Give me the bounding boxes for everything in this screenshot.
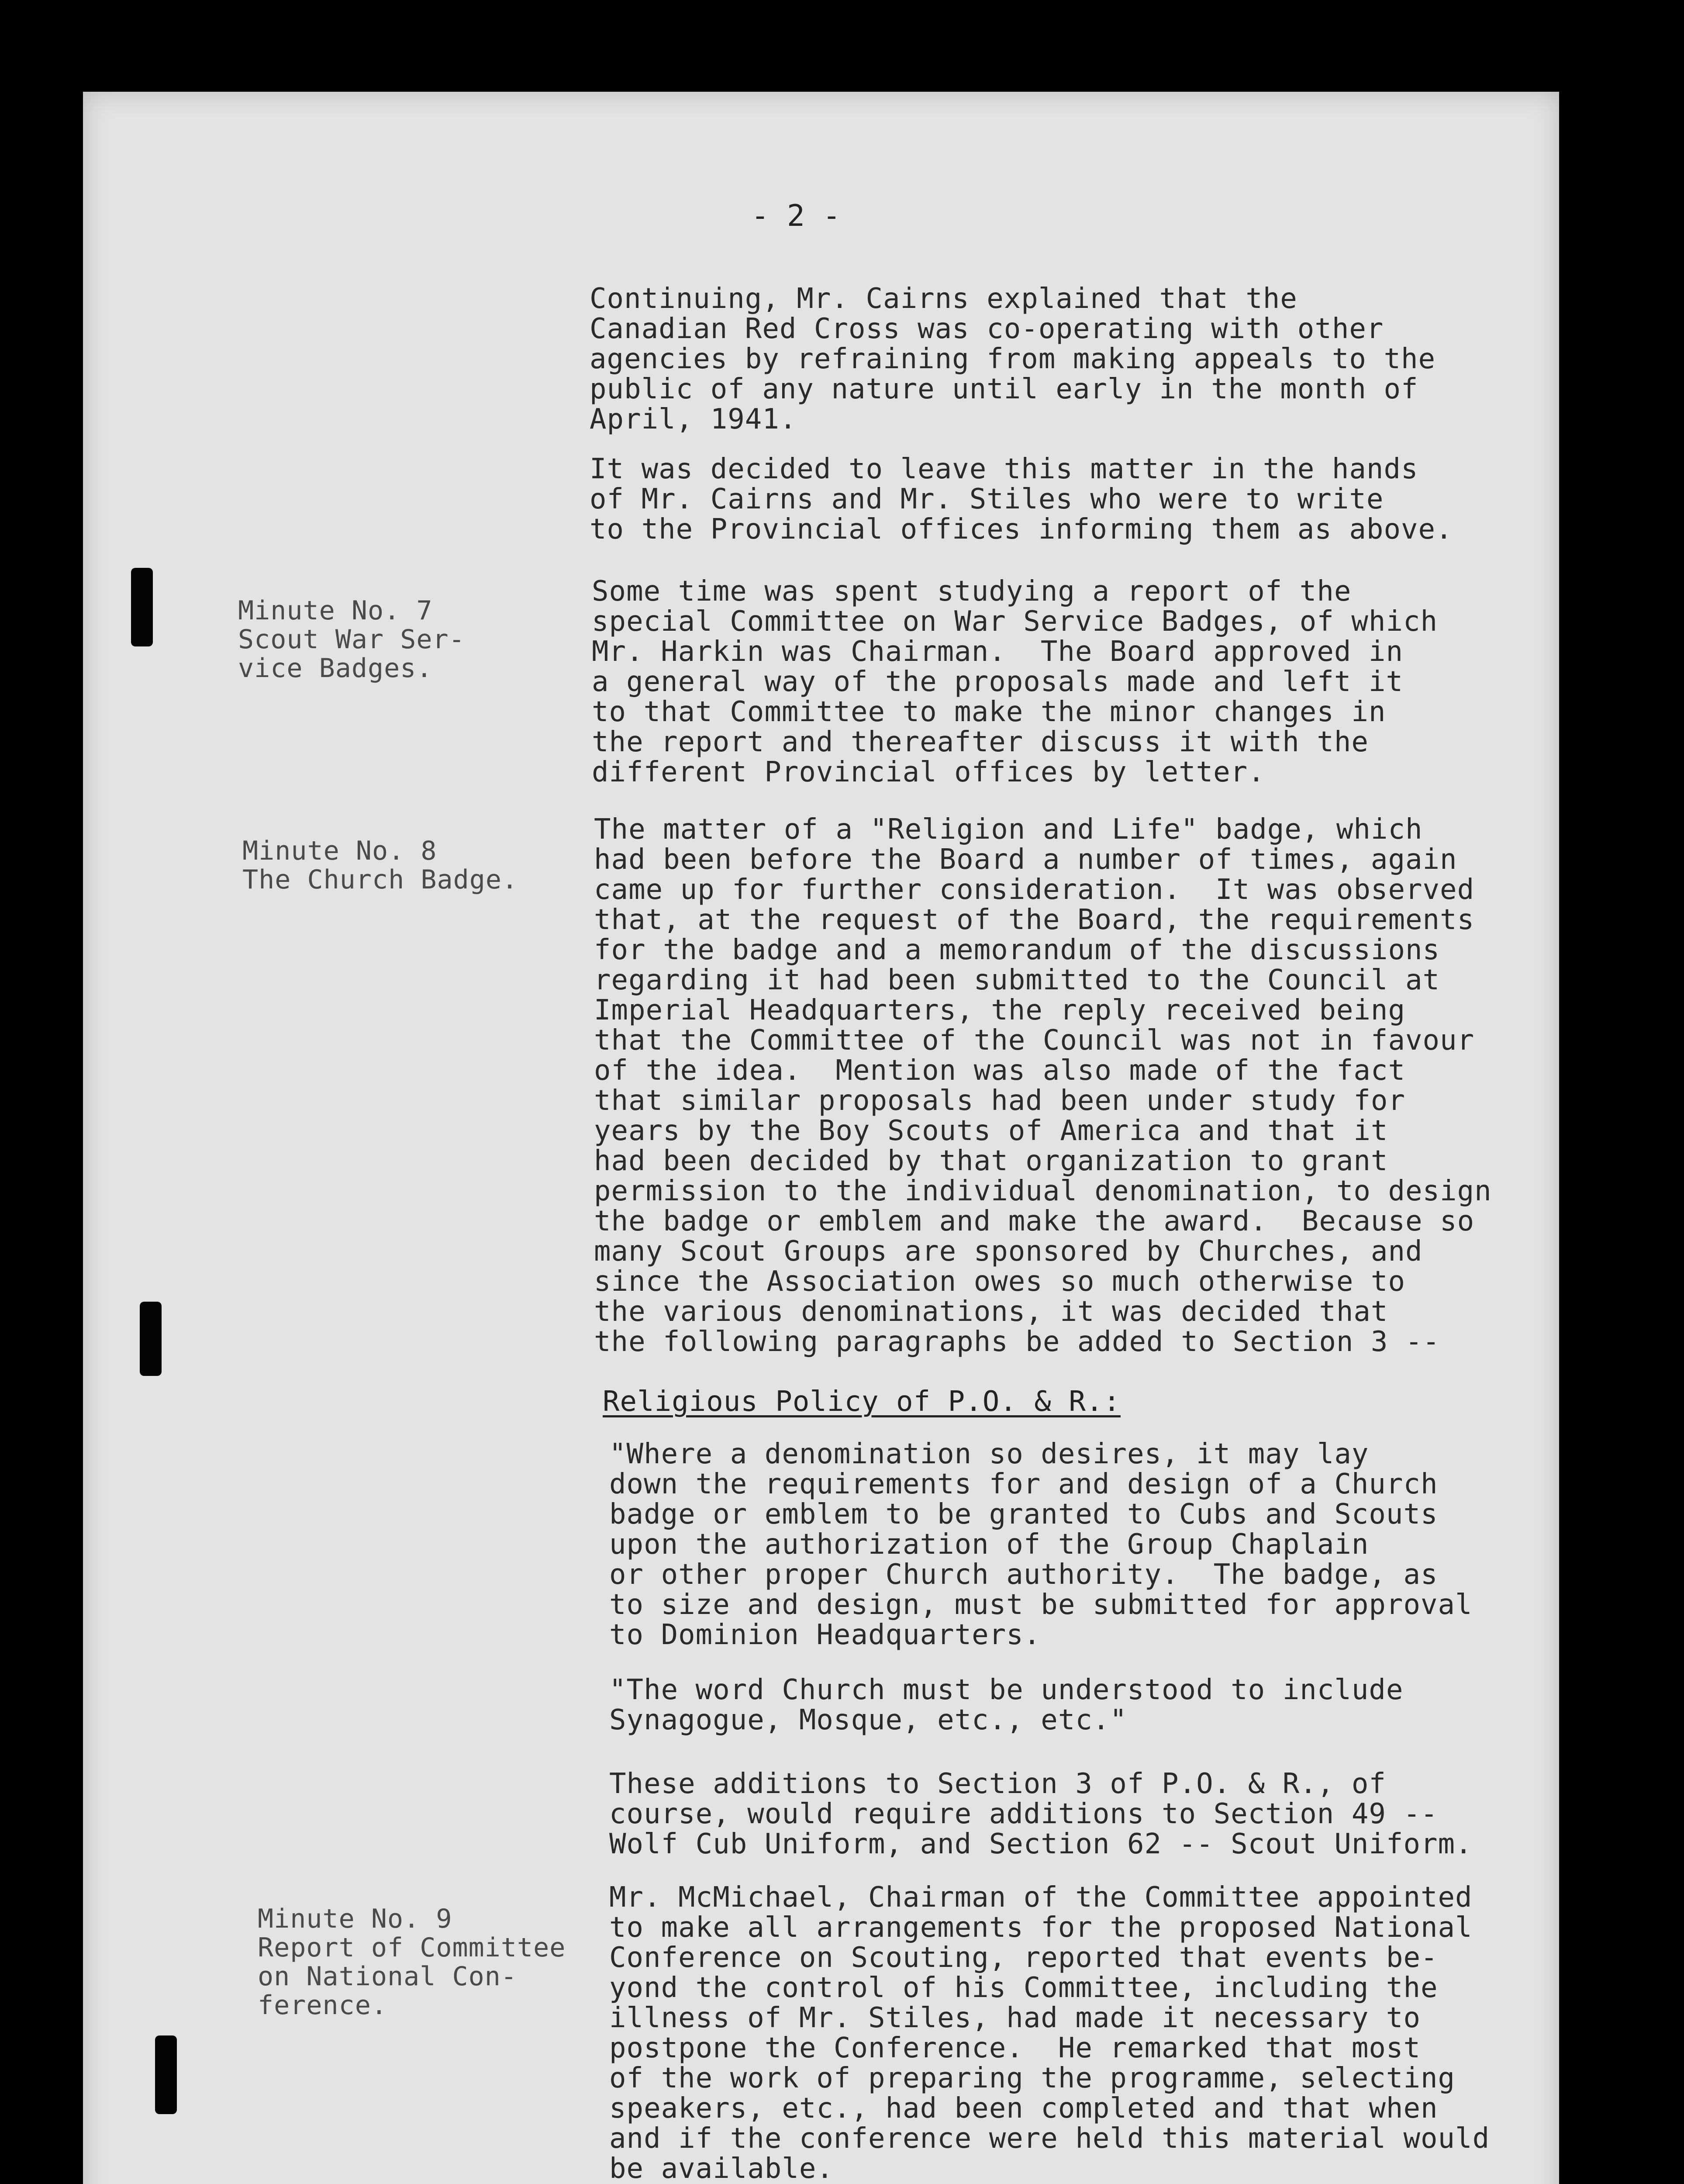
margin-mark-top [131, 568, 153, 646]
policy-quote-church: "Where a denomination so desires, it may lay down the requirements for and design of a Church badge or emblem to be granted to Cubs and Scouts upon the authorization of the Group Chaplain or other proper Church authority. The badge, as to size and design, must be submitted for approval to Dominion Headquarters. [609, 1438, 1473, 1651]
margin-mark-bottom [155, 2035, 177, 2114]
paragraph-section-additions: These additions to Section 3 of P.O. & R., of course, would require additions to Section 49 -- Wolf Cub Uniform, and Section 62 -- Scout Uniform. [609, 1768, 1473, 1860]
paragraph-decision: It was decided to leave this matter in the hands of Mr. Cairns and Mr. Stiles who were to write to the Provincial offices informing them as above. [590, 453, 1453, 546]
minute-9-label: Minute No. 9 Report of Committee on National Con- ference. [258, 1904, 566, 2021]
policy-heading: Religious Policy of P.O. & R.: [603, 1386, 1121, 1418]
minute-7-label: Minute No. 7 Scout War Ser- vice Badges. [238, 595, 465, 684]
page-number: - 2 - [751, 199, 841, 233]
minute-9-text: Mr. McMichael, Chairman of the Committee appointed to make all arrangements for the proposed National Conference on Scouting, reported that events be- yond the control of his Committee, including the illness of Mr. Stiles, had made it necessary to postpone the Conference. He remarked that most of the work of preparing the programme, selecting speakers, etc., had been completed and that when and if the conference were held this material would be available. [609, 1881, 1490, 2184]
margin-mark-middle [140, 1302, 162, 1376]
minute-7-text: Some time was spent studying a report of the special Committee on War Service Badges, of which Mr. Harkin was Chairman. The Board approved in a general way of the proposals made and left it to that Committee to make the minor changes in the report and thereafter discuss it with the different Provincial offices by letter. [592, 575, 1438, 788]
minute-8-label: Minute No. 8 The Church Badge. [242, 836, 518, 895]
policy-quote-definition: "The word Church must be understood to include Synagogue, Mosque, etc., etc." [609, 1674, 1404, 1736]
minute-8-text: The matter of a "Religion and Life" badge, which had been before the Board a number of times, again came up for further consideration. It was observed that, at the request of the Board, the requirements for the badge and a memorandum of the discussions regarding it had been submitted to the Council at Imperial Headquarters, the reply received being that the Committee of the Council was not in favour of the idea. Mention was also made of the fact that similar proposals had been under study for years by the Boy Scouts of America and that it had been decided by that organization to grant permission to the individual denomination, to design the badge or emblem and make the award. Because so many Scout Groups are sponsored by Churches, and since the Association owes so much otherwise to the various denominations, it was decided that the following paragraphs be added to Section 3 -- [594, 813, 1492, 1358]
paragraph-red-cross: Continuing, Mr. Cairns explained that the Canadian Red Cross was co-operating with other agencies by refraining from making appeals to the public of any nature until early in the month of April, 1941. [590, 283, 1436, 435]
